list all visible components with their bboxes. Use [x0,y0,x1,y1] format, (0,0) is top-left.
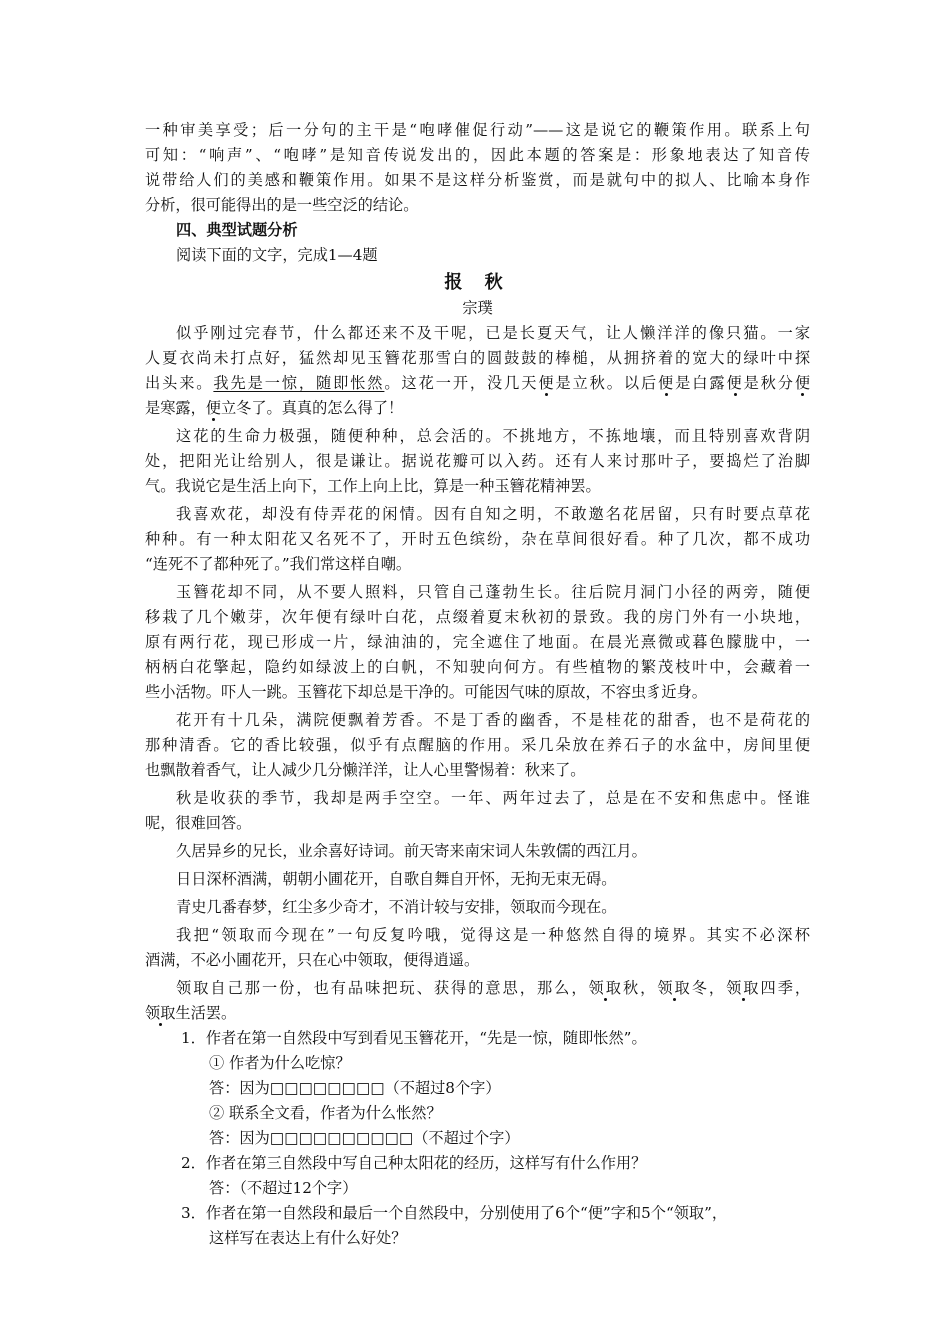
paragraph-3 [145,502,810,577]
p1-line-4 [145,396,810,421]
p3-line-1: 我喜欢花，却没有侍弄花的闲情。因有自知之明，不敢邀名花居留，只有时要点草花 [176,505,810,523]
emphasis-word: 领取 [588,979,623,997]
paragraph-4 [145,580,810,705]
p1-line-2: 人夏衣尚未打点好，猛然却见玉簪花那雪白的圆鼓鼓的棒槌，从拥挤着的宽大的绿叶中探 [145,349,810,367]
p10-line-2: 酒满，不必小圃花开，只在心中领取，便得逍遥。 [145,951,480,969]
p2-line-3: 气。我说它是生活上向下，工作上向上比，算是一种玉簪花精神罢。 [145,477,601,495]
poem-line-2: 青史几番春梦，红尘多少奇才，不消计较与安排，领取而今现在。 [176,898,617,916]
essay-author: 宗璞 [462,299,493,317]
intro-line-4: 分析，很可能得出的是一些空泛的结论。 [145,196,419,214]
p5-line-3: 也飘散着香气，让人减少几分懒洋洋，让人心里警惕着：秋来了。 [145,761,586,779]
emphasis-char: 便 [726,374,744,392]
paragraph-11 [145,976,810,1026]
p4-line-5: 些小活物。吓人一跳。玉簪花下却总是干净的。可能因气味的原故，不容虫豸近身。 [145,683,707,701]
p10-line-1: 我把“领取而今现在”一句反复吟哦，觉得这是一种悠然自得的境界。其实不必深杯 [176,926,810,944]
p3-line-3: “连死不了都种死了。”我们常这样自嘲。 [145,555,412,573]
emphasis-char: 便 [794,374,810,392]
p1-text: 是寒露， [145,399,206,417]
p4-line-2: 移栽了几个嫩芽，次年便有绿叶白花，点缀着夏末秋初的景致。我的房门外有一小块地， [145,608,810,626]
p11-text: 四季， [760,979,810,997]
underlined-phrase: 我先是一惊，随即怅然 [213,374,385,392]
p6-line-1: 秋是收获的季节，我却是两手空空。一年、两年过去了，总是在不安和焦虑中。怪谁 [176,789,810,807]
paragraph-2 [145,424,810,499]
q2-answer: 答：（不超过12个字） [209,1179,358,1197]
p6-line-2: 呢，很难回答。 [145,814,252,832]
paragraph-7: 久居异乡的兄长，业余喜好诗词。前天寄来南宋词人朱敦儒的西江月。 [176,842,647,860]
poem-line-1: 日日深杯酒满，朝朝小圃花开，自歌自舞自开怀，无拘无束无碍。 [176,870,617,888]
intro-line-3: 说带给人们的美感和鞭策作用。如果不是这样分析鉴赏，而是就句中的拟人、比喻本身作 [145,171,810,189]
q1-sub-2: ② 联系全文看，作者为什么怅然？ [209,1104,442,1122]
p1-line-3 [145,371,810,396]
p11-text: 秋， [622,979,658,997]
q1-text: 1．作者在第一自然段中写到看见玉簪花开，“先是一惊，随即怅然”。 [181,1029,647,1047]
q2-text: 2．作者在第三自然段中写自己种太阳花的经历，这样写有什么作用？ [181,1154,647,1172]
p2-line-1: 这花的生命力极强，随便种种，总会活的。不挑地方，不拣地壤，而且特别喜欢背阴 [176,427,810,445]
p1-line-1: 似乎刚过完春节，什么都还来不及干呢，已是长夏天气，让人懒洋洋的像只猫。一家 [176,324,810,342]
p5-line-1: 花开有十几朵，满院便飘着芳香。不是丁香的幽香，不是桂花的甜香，也不是荷花的 [176,711,810,729]
intro-line-2: 可知：“响声”、“咆哮”是知音传说发出的，因此本题的答案是：形象地表达了知音传 [145,146,810,164]
question-2 [145,1151,810,1201]
paragraph-10 [145,923,810,973]
p4-line-1: 玉簪花却不同，从不要人照料，只管自己蓬勃生长。往后院月洞门小径的两旁，随便 [176,583,810,601]
p1-text: 出头来。 [145,374,214,392]
p11-line-2 [145,1001,810,1026]
emphasis-word: 领取 [657,979,692,997]
question-1 [145,1026,810,1151]
essay-title: 报 秋 [444,272,511,293]
paragraph-1 [145,321,810,421]
p3-line-2: 种种。有一种太阳花又名死不了，开时五色缤纷，杂在草间很好看。种了几次，都不成功 [145,530,810,548]
emphasis-char: 便 [205,399,221,417]
q1-answer-1: 答：因为□□□□□□□□（不超过8个字） [209,1079,501,1097]
emphasis-char: 便 [538,374,556,392]
p11-line-1 [145,976,810,1001]
p4-line-4: 柄柄白花擎起，隐约如绿波上的白帆，不知驶向何方。有些植物的繁茂枝叶中，会藏着一 [145,658,810,676]
question-3 [145,1201,810,1251]
p1-text: 。这花一开，没几天 [384,374,539,392]
p11-text: 领取自己那一份，也有品味把玩、获得的意思，那么， [176,979,589,997]
paragraph-6 [145,786,810,836]
intro-line-1: 一种审美享受；后一分句的主干是“咆哮催促行动”——这是说它的鞭策作用。联系上句 [145,121,810,139]
p4-line-3: 原有两行花，现已形成一片，绿油油的，完全遮住了地面。在晨光熹微或暮色朦胧中，一 [145,633,810,651]
p1-text: 是白露 [675,374,727,392]
document-page [145,118,810,1251]
p2-line-2: 处，把阳光让给别人，很是谦让。据说花瓣可以入药。还有人来讨那叶子，要捣烂了治脚 [145,452,810,470]
section-heading: 四、典型试题分析 [176,221,298,239]
p1-text: 是立秋。以后 [555,374,659,392]
p11-text: 生活罢。 [175,1004,237,1022]
paragraph-5 [145,708,810,783]
p11-text: 冬， [691,979,727,997]
p5-line-2: 那种清香。它的香比较强，似乎有点醒脑的作用。采几朵放在养石子的水盆中，房间里便 [145,736,810,754]
instruction: 阅读下面的文字，完成1—4题 [176,246,378,264]
p1-text: 立冬了。真真的怎么得了！ [220,399,404,417]
q3-line-1: 3．作者在第一自然段和最后一个自然段中，分别使用了6个“便”字和5个“领取”， [181,1204,728,1222]
q1-answer-2: 答：因为□□□□□□□□□□（不超过个字） [209,1129,520,1147]
q1-sub-1: ① 作者为什么吃惊？ [209,1054,351,1072]
q3-line-2: 这样写在表达上有什么好处？ [209,1229,407,1247]
emphasis-word: 领取 [145,1004,176,1022]
emphasis-char: 便 [658,374,676,392]
emphasis-word: 领取 [726,979,761,997]
p1-text: 是秋分 [743,374,795,392]
